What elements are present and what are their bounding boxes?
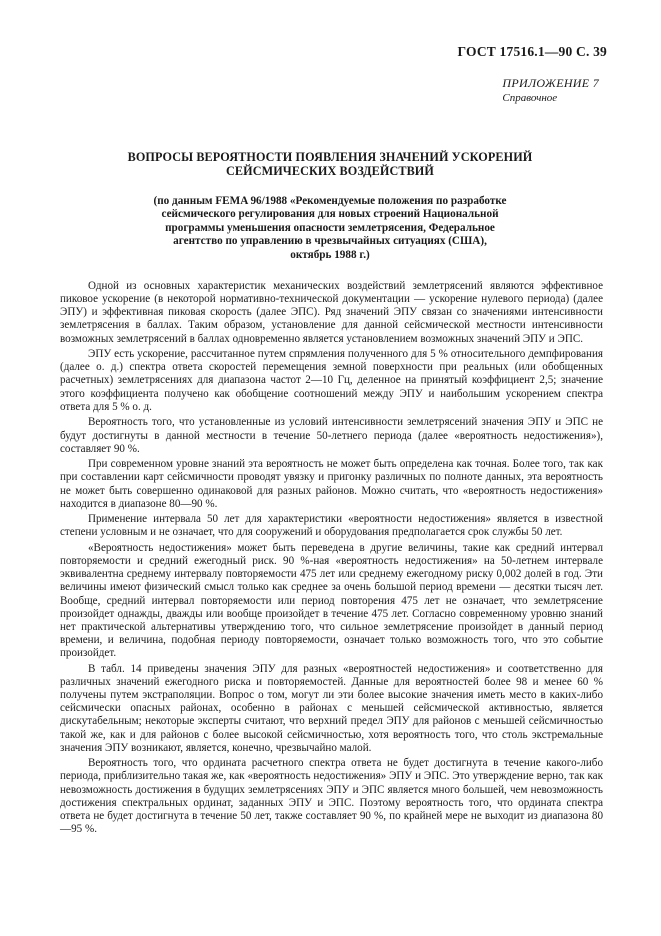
appendix-block — [502, 76, 599, 106]
paragraph: Применение интервала 50 лет для характеристики «вероятности недостижения» является в известной степени условным и не означает, что для сооружений и оборудования предполагается срок службы 50 лет. — [60, 513, 603, 539]
source-line: (по данным FEMA 96/1988 «Рекомендуемые положения по разработке — [153, 195, 507, 207]
title-line: ВОПРОСЫ ВЕРОЯТНОСТИ ПОЯВЛЕНИЯ ЗНАЧЕНИЙ УСКОРЕНИЙ — [127, 150, 533, 164]
title-line: СЕЙСМИЧЕСКИХ ВОЗДЕЙСТВИЙ — [226, 164, 434, 178]
source-line: сейсмического регулирования для новых строений Национальной — [161, 208, 499, 221]
paragraph: Вероятность того, что установленные из условий интенсивности землетрясений значения ЭПУ и ЭПС не будут достигнуты в данной местности в течение 50-летнего периода (далее «вероятность недостижения»), составляет 90 %. — [60, 416, 603, 455]
paragraph: В табл. 14 приведены значения ЭПУ для разных «вероятностей недостижения» и соответственно для различных значений ежегодного риска и повторяемостей. Данные для вероятностей более 98 и менее 60 % получены путем экстраполяции. Вопрос о том, могут ли эти более высокие значения иметь место в каких-либо сейсмически опасных районах, особенно в районах с меньшей сейсмической активностью, является дискутабельным; некоторые эксперты считают, что верхний предел ЭПУ для районов с меньшей сейсмичностью такой же, как и для районов с более высокой сейсмичностью, хотя вероятность того, что столь экстремальные значения ЭПУ возникают, является, конечно, чрезвычайно малой. — [60, 662, 603, 754]
body-text — [60, 280, 603, 839]
source-line: программы уменьшения опасности землетрясения, Федеральное — [165, 221, 495, 234]
document-title — [90, 150, 570, 178]
appendix-status: Справочное — [502, 92, 558, 104]
paragraph: ЭПУ есть ускорение, рассчитанное путем спрямления полученного для 5 % относительного демпфирования (далее о. д.) спектра ответа скоростей перемещения земной поверхности при реальных (или обобщенных расчетных) землетрясениях для диапазона частот 2—10 Гц, деленное на принятый коэффициент 2,5; значение этого коэффициента получено как обобщение соотношений между ЭПУ и наибольшим ускорением спектра ответа для 5 % о. д. — [60, 348, 603, 413]
paragraph: Вероятность того, что ордината расчетного спектра ответа не будет достигнута в течение какого-либо периода, приблизительно такая же, как «вероятность недостижения» ЭПУ и ЭПС. Это утверждение верно, так как невозможность достижения в будущих землетрясениях ЭПУ и ЭПС является много большей, чем невозможность достижения спектральных ординат, заданных ЭПУ и ЭПС. Поэтому вероятность того, что ордината спектра ответа не будет достигнута в течение 50 лет, также составляет 90 %, по крайней мере не выходит из диапазона 80—95 %. — [60, 757, 603, 835]
source-line: агентство по управлению в чрезвычайных ситуациях (США), — [173, 235, 487, 248]
source-line: октябрь 1988 г.) — [290, 248, 370, 261]
page-header-reference: ГОСТ 17516.1—90 С. 39 — [457, 44, 607, 59]
paragraph: «Вероятность недостижения» может быть переведена в другие величины, такие как средний интервал повторяемости и средний ежегодный риск. 90 %-ная «вероятность недостижения» на 50-летнем интервале эквивалентна среднему интервалу повторяемости 475 лет или среднему ежегодному риску 0,002 долей в год. Эти величины имеют физический смысл только как среднее за очень большой период времени — десятки тысяч лет. Вообще, средний интервал повторяемости или период повторения 475 лет не означает, что землетрясение произойдет однажды, дважды или вообще произойдет в течение 475 лет. Согласно современному уровню знаний нет практической альтернативы утверждению того, что сильное землетрясение произойдет в данный период времени, и величина, подобная периоду повторяемости, означает только возможность того, что это событие произойдет. — [60, 541, 603, 660]
appendix-label: ПРИЛОЖЕНИЕ 7 — [502, 76, 599, 90]
source-note — [140, 195, 520, 262]
paragraph: Одной из основных характеристик механических воздействий землетрясений являются эффективное пиковое ускорение (в некоторой нормативно-технической документации — ускорение нулевого периода) (далее ЭПУ) и эффективная пиковая скорость (далее ЭПС). Ряд значений ЭПУ связан со значениями интенсивности землетрясения в баллах. Таким образом, установление для данной сейсмической местности интенсивности возможных землетрясений в баллах одновременно является установлением возможных значений ЭПУ и ЭПС. — [60, 280, 603, 345]
paragraph: При современном уровне знаний эта вероятность не может быть определена как точная. Более того, так как при составлении карт сейсмичности проводят увязку и пригонку различных по полноте данных, эта вероятность не может быть совершенно одинаковой для разных районов. Можно считать, что «вероятность недостижения» находится в диапазоне 80—90 %. — [60, 458, 603, 510]
